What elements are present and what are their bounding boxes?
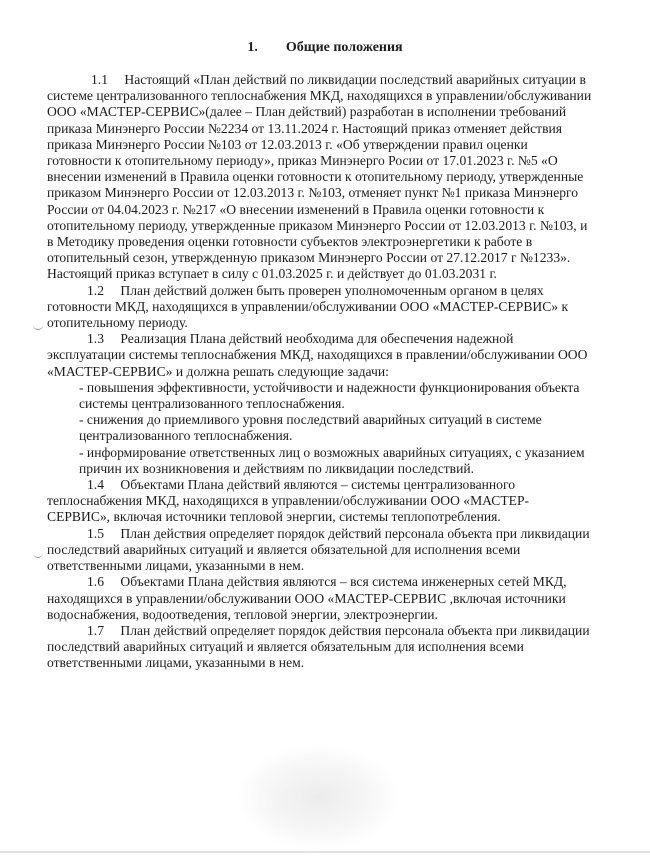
paragraph-text: Настоящий «План действий по ликвидации последствий аварийных ситуации в системе централизованного теплоснабжения МКД, находящихся в управлении/обслуживании ООО «МАСТЕР-СЕРВИС»(далее – План действий) разработан в исполнении требований приказа Минэнерго России №2234 от 13.11.2024 г. Настоящий приказ отменяет действия приказа Минэнерго России №103 от 12.03.2013 г. «Об утверждении правил оценки готовности к отопительному периоду», приказ Минэнерго Росии от 17.01.2023 г. №5 «О внесении изменений в Правила оценки готовности к отопительному периоду, утвержденные приказом Минэнерго России от 12.03.2013 г. №103, отменяет пункт №1 приказа Минэнерго России от 04.04.2023 г. №217 «О внесении изменений в Правила оценки готовности к отопительному периоду, утвержденные приказом Минэнерго России от 12.03.2013 г. №103, и в Методику проведения оценки готовности субъектов электроэнергетики к работе в отопительный сезон, утвержденную приказом Минэнерго России от 27.12.2017 г №1233». Настоящий приказ вступает в силу с 01.03.2025 г. и действует до 01.03.2031 г. (47, 72, 592, 282)
list-item: - информирование ответственных лиц о возможных аварийных ситуациях, с указанием причин их возникновения и действиям по ликвидации последствий. (79, 444, 585, 476)
page-edge-shadow (0, 851, 650, 853)
paragraph-1-4 (47, 477, 592, 526)
paragraph-text: План действий определяет порядок действия персонала объекта при ликвидации последствий аварийных ситуаций и является обязательным для исполнения всеми ответственными лицами, указанными в нем. (47, 622, 590, 671)
paragraph-number: 1.5 (87, 525, 104, 541)
paragraph-1-2 (47, 283, 592, 332)
list-item: - повышения эффективности, устойчивости и надежности функционирования объекта системы централизованного теплоснабжения. (79, 379, 580, 412)
paragraph-1-5 (47, 526, 592, 575)
paragraph-text: План действий должен быть проверен уполномоченным органом в целях готовности МКД, находящихся в управлении/обслуживании ООО «МАСТЕР-СЕРВИС» к отопительному периоду. (47, 282, 569, 331)
scan-artifact-mark (33, 323, 43, 330)
paragraph-text: Реализация Плана действий необходима для обеспечения надежной эксплуатации системы теплоснабжения МКД, находящихся в правлении/обслуживании ООО «МАСТЕР-СЕРВИС» и должна решать следующие задачи: (47, 331, 588, 379)
paragraph-text: Объектами Плана действий являются – системы централизованного теплоснабжения МКД, находящихся в управлении/обслуживании ООО «МАСТЕР-СЕРВИС», включая источники тепловой энергии, системы теплопотребления. (47, 477, 530, 525)
paragraph-1-6 (47, 574, 592, 623)
section-heading (0, 39, 650, 57)
faint-stamp-impression (238, 745, 398, 850)
paragraph-1-1 (47, 72, 592, 283)
paragraph-number: 1.1 (91, 72, 108, 87)
paragraph-text: Объектами Плана действия являются – вся система инженерных сетей МКД, находящихся в управлении/обслуживании ООО «МАСТЕР-СЕРВИС ,включая источники водоснабжения, водоотведения, тепловой энергии, электроэнергии. (47, 574, 567, 622)
section-title: Общие положения (285, 40, 403, 55)
list-item: - снижения до приемливого уровня последствий аварийных ситуаций в системе централизованного теплоснабжения. (79, 412, 542, 444)
paragraph-1-3 (47, 331, 592, 380)
paragraph-1-7 (47, 623, 592, 672)
document-body (47, 72, 592, 672)
paragraph-number: 1.7 (87, 622, 104, 638)
paragraph-number: 1.4 (87, 477, 104, 493)
section-number: 1. (247, 40, 258, 55)
paragraph-number: 1.2 (87, 282, 104, 298)
paragraph-text: План действия определяет порядок действий персонала объекта при ликвидации последствий аварийных ситуаций и является обязательной для исполнения всеми ответственными лицами, указанными в нем. (47, 525, 590, 574)
scan-artifact-mark (33, 551, 43, 558)
paragraph-number: 1.6 (87, 574, 104, 590)
paragraph-number: 1.3 (87, 331, 104, 347)
